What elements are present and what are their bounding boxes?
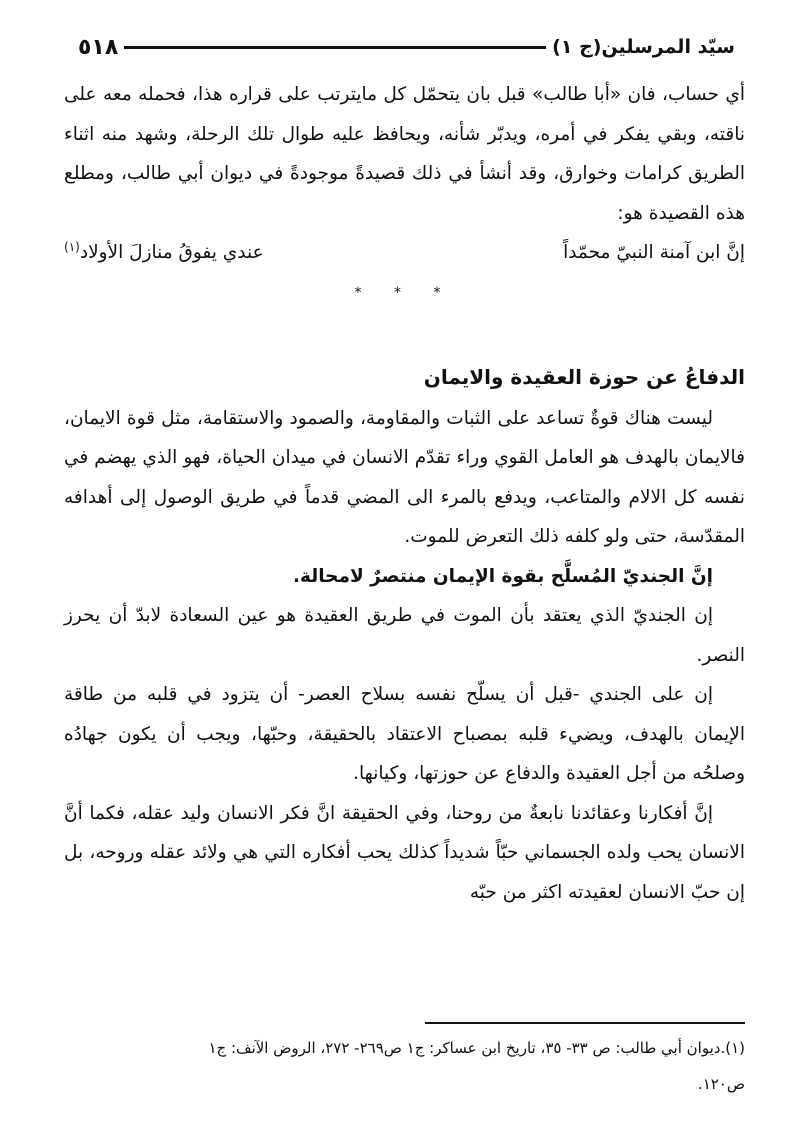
footnote-line: (١).ديوان أبي طالب: ص ٣٣- ٣٥، تاريخ ابن عساكر: ج١ ص٢٦٩- ٢٧٢، الروض الآنف: ج١	[208, 1039, 745, 1057]
footnote-rule	[425, 1022, 745, 1024]
section-paragraph: إن على الجندي -قبل أن يسلّح نفسه بسلاح العصر- أن يتزود في قلبه من طاقة الإيمان بالهدف، ويضيء قلبه بمصباح الاعتقاد بالحقيقة، وحبّها، ويجب أن يكون جهادُه وصلحُه من أجل العقيدة والدفاع عن حوزتها، وكيانها.	[64, 684, 745, 784]
page-number: ٥١٨	[78, 34, 119, 60]
section-paragraph: إنَّ أفكارنا وعقائدنا نابعةٌ من روحنا، وفي الحقيقة انَّ فكر الانسان وليد عقله، فكما أنَّ الانسان يحب ولده الجسماني حبّاً شديداً كذلك يحب أفكاره التي هي ولائد عقله وروحه، بل إن حبّ الانسان لعقيدته اكثر من حبّه	[64, 802, 745, 903]
page-body	[64, 75, 745, 912]
verse-hemistich-left: عندي يفوقُ منازلَ الأولاد	[79, 242, 264, 263]
verse-hemistich-left-wrap	[64, 233, 264, 273]
header-rule	[124, 46, 546, 49]
poem-verse	[64, 233, 745, 273]
section-separator: * * *	[354, 284, 455, 301]
footnote-line: ص١٢٠.	[697, 1075, 745, 1093]
page-header	[64, 30, 745, 64]
intro-paragraph: أي حساب، فان «أبا طالب» قبل بان يتحمّل كل مايترتب على قراره هذا، فحمله معه على ناقته، وبقي يفكر في أمره، ويدبّر شأنه، ويحافظ عليه طوال تلك الرحلة، وشهد منه اثناء الطريق كرامات وخوارق، وقد أنشأ في ذلك قصيدةً موجودةً في ديوان أبي طالب، ومطلع هذه القصيدة هو:	[64, 84, 745, 224]
running-title: سيّد المرسلين(ج ١)	[552, 36, 735, 58]
footnote-marker[interactable]: (١)	[64, 239, 80, 254]
section-paragraph: إنَّ الجنديّ المُسلَّح بقوة الإيمان منتصرٌ لامحالة.	[293, 565, 713, 587]
section-paragraph: ليست هناك قوةٌ تساعد على الثبات والمقاومة، والصمود والاستقامة، مثل قوة الايمان، فالايمان بالهدف هو العامل القوي وراء تقدّم الانسان في ميدان الحياة، فهو الذي يهضم في نفسه كل الالام والمتاعب، ويدفع بالمرء الى المضي قدماً في طريق الوصول إلى أهدافه المقدّسة، حتى ولو كلفه ذلك التعرض للموت.	[64, 407, 745, 547]
section-paragraph: إن الجنديّ الذي يعتقد بأن الموت في طريق العقيدة هو عين السعادة لابدّ أن يحرز النصر.	[64, 605, 745, 666]
footnote	[64, 1030, 745, 1102]
section-heading: الدفاعُ عن حوزة العقيدة والايمان	[423, 364, 745, 389]
verse-hemistich-right: إنَّ ابن آمنة النبيّ محمّداً	[563, 242, 745, 263]
